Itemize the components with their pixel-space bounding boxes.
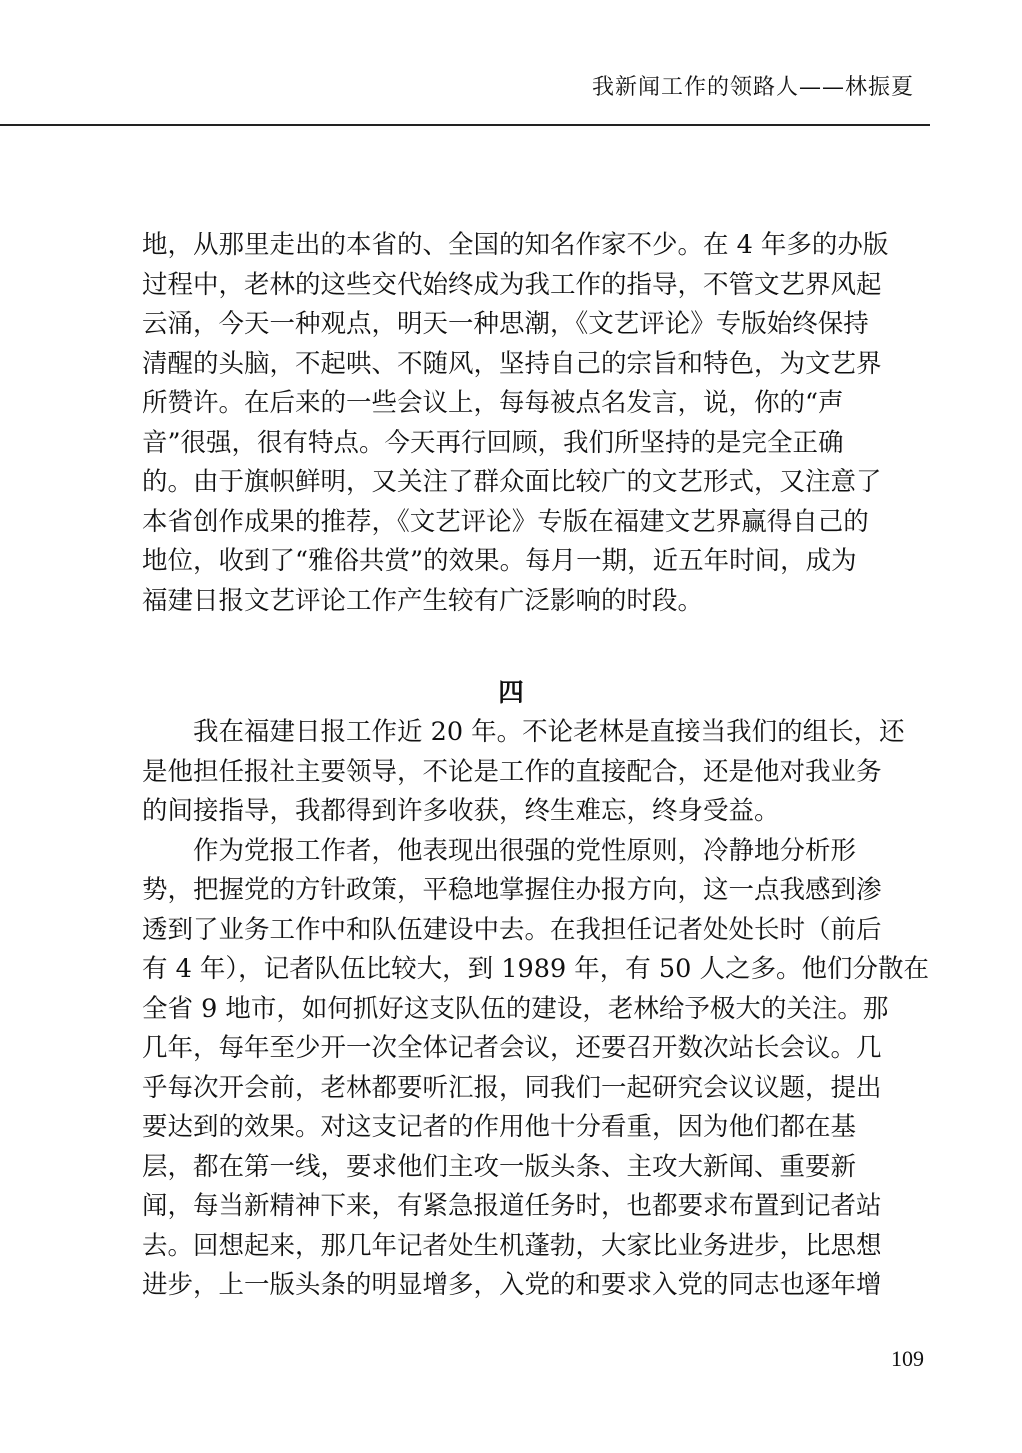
text-line: 过程中，老林的这些交代始终成为我工作的指导，不管文艺界风起: [142, 269, 882, 300]
text-line: 乎每次开会前，老林都要听汇报，同我们一起研究会议议题，提出: [142, 1072, 882, 1103]
text-line: 势，把握党的方针政策，平稳地掌握住办报方向，这一点我感到渗: [142, 875, 882, 905]
paragraph-block-1: [142, 226, 889, 621]
text-line: 本省创作成果的推荐，《文艺评论》专版在福建文艺界赢得自己的: [142, 506, 869, 537]
text-line: 有 4 年），记者队伍比较大，到 1989 年，有 50 人之多。他们分散在: [142, 954, 929, 984]
text-line: 所赞许。在后来的一些会议上，每每被点名发言，说，你的“声: [142, 388, 844, 418]
text-line: 要达到的效果。对这支记者的作用他十分看重，因为他们都在基: [142, 1112, 857, 1142]
page-number: 109: [891, 1346, 924, 1371]
running-header-title: 我新闻工作的领路人——林振夏: [591, 75, 914, 100]
text-line: 的间接指导，我都得到许多收获，终生难忘，终身受益。: [142, 796, 780, 826]
text-line: 地位，收到了“雅俗共赏”的效果。每月一期，近五年时间，成为: [142, 546, 857, 576]
text-line: 作为党报工作者，他表现出很强的党性原则，冷静地分析形: [142, 835, 857, 866]
text-line: 我在福建日报工作近 20 年。不论老林是直接当我们的组长，还: [142, 717, 905, 747]
text-line: 进步，上一版头条的明显增多，入党的和要求入党的同志也逐年增: [142, 1270, 882, 1300]
text-line: 云涌，今天一种观点，明天一种思潮，《文艺评论》专版始终保持: [142, 309, 869, 339]
text-line: 的。由于旗帜鲜明，又关注了群众面比较广的文艺形式，又注意了: [142, 467, 882, 497]
text-line: 几年，每年至少开一次全体记者会议，还要召开数次站长会议。几: [142, 1033, 882, 1063]
section-heading: 四: [498, 678, 524, 708]
text-line: 是他担任报社主要领导，不论是工作的直接配合，还是他对我业务: [142, 756, 882, 787]
header-rule: [0, 124, 930, 126]
text-line: 清醒的头脑，不起哄、不随风，坚持自己的宗旨和特色，为文艺界: [142, 348, 882, 379]
text-line: 层，都在第一线，要求他们主攻一版头条、主攻大新闻、重要新: [142, 1151, 857, 1182]
paragraph-block-2: [142, 713, 929, 1306]
text-line: 去。回想起来，那几年记者处生机蓬勃，大家比业务进步，比思想: [142, 1230, 882, 1261]
text-line: 音”很强，很有特点。今天再行回顾，我们所坚持的是完全正确: [142, 427, 844, 458]
text-line: 透到了业务工作中和队伍建设中去。在我担任记者处处长时（前后: [142, 914, 882, 945]
text-line: 全省 9 地市，如何抓好这支队伍的建设，老林给予极大的关注。那: [142, 993, 889, 1024]
text-line: 闻，每当新精神下来，有紧急报道任务时，也都要求布置到记者站: [142, 1191, 882, 1221]
text-line: 地，从那里走出的本省的、全国的知名作家不少。在 4 年多的办版: [142, 230, 889, 260]
text-line: 福建日报文艺评论工作产生较有广泛影响的时段。: [142, 585, 704, 616]
